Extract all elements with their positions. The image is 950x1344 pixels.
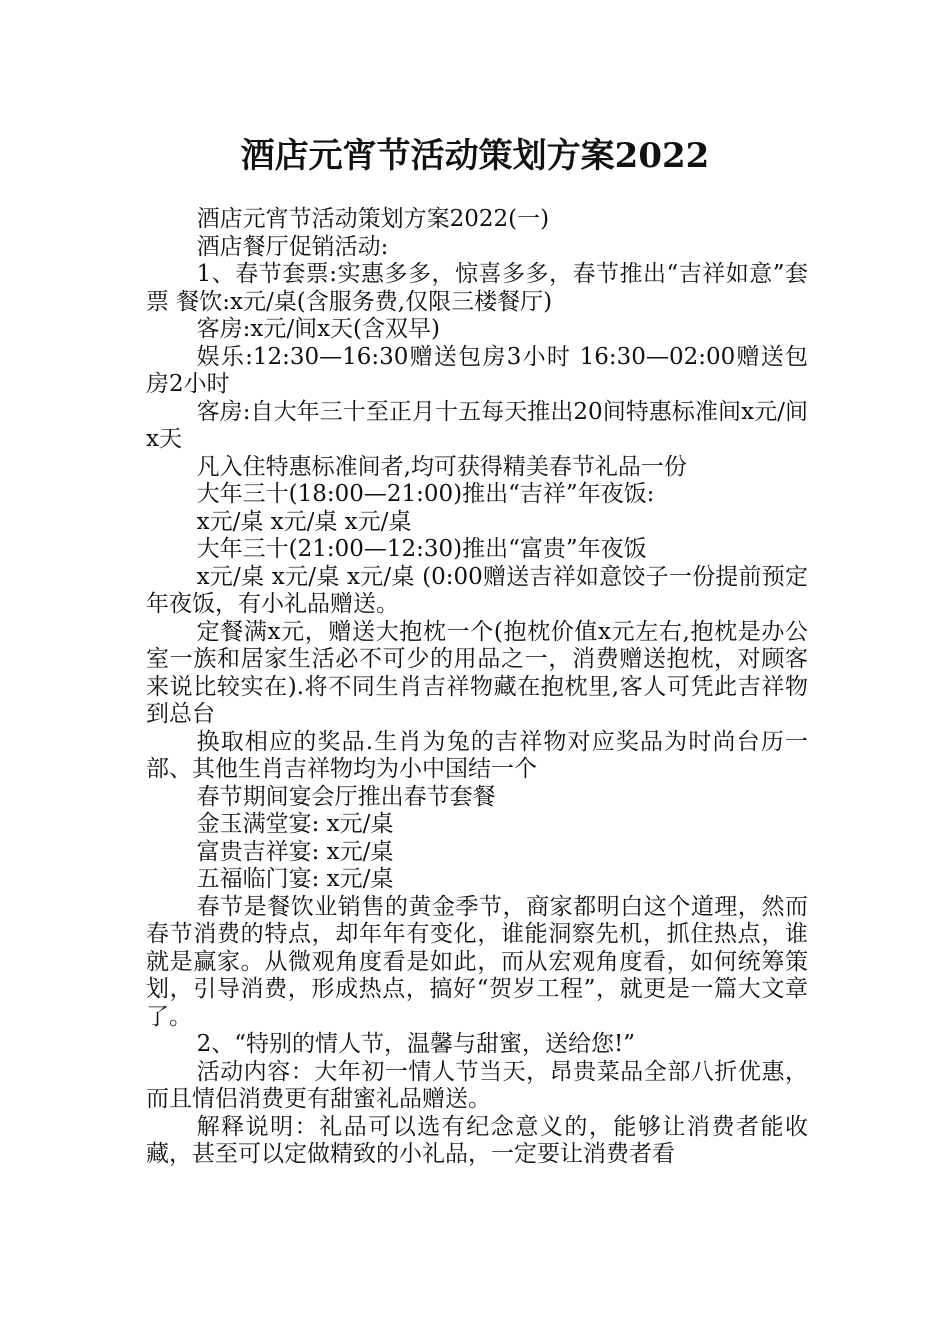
paragraph: 大年三十(21:00—12:30)推出“富贵”年夜饭 [196, 536, 647, 562]
paragraph: 春节是餐饮业销售的黄金季节，商家都明白这个道理，然而春节消费的特点，却年年有变化，谁能洞察先机，抓住热点，谁就是赢家。从微观角度看是如此，而从宏观角度看，如何统筹策划，引导消费，形成热点，搞好“贺岁工程”，就更是一篇大文章了。 [146, 893, 808, 1030]
paragraph: 富贵吉祥宴: x元/桌 [196, 838, 394, 865]
paragraph: 凡入住特惠标准间者,均可获得精美春节礼品一份 [196, 453, 687, 480]
paragraph: 1、春节套票:实惠多多，惊喜多多，春节推出“吉祥如意”套票 餐饮:x元/桌(含服务费,仅限三楼餐厅) [146, 261, 808, 315]
paragraph: 春节期间宴会厅推出春节套餐 [196, 783, 496, 810]
paragraph: x元/桌 x元/桌 x元/桌 [196, 508, 412, 535]
paragraph: 解释说明：礼品可以选有纪念意义的，能够让消费者能收藏，甚至可以定做精致的小礼品，一定要让消费者看 [146, 1113, 808, 1167]
paragraph: 金玉满堂宴: x元/桌 [196, 811, 394, 837]
paragraph: 定餐满x元，赠送大抱枕一个(抱枕价值x元左右,抱枕是办公室一族和居家生活必不可少的用品之一，消费赠送抱枕，对顾客来说比较实在).将不同生肖吉祥物藏在抱枕里,客人可凭此吉祥物到总台 [146, 618, 808, 727]
paragraph: 2、“特别的情人节，温馨与甜蜜，送给您!” [196, 1031, 635, 1057]
paragraph: 客房:x元/间x天(含双早) [196, 316, 440, 342]
paragraph: 娱乐:12:30—16:30赠送包房3小时 16:30—02:00赠送包房2小时 [146, 343, 808, 397]
paragraph: 活动内容：大年初一情人节当天，昂贵菜品全部八折优惠，而且情侣消费更有甜蜜礼品赠送。 [146, 1058, 808, 1112]
paragraph: 五福临门宴: x元/桌 [196, 866, 394, 892]
paragraph: 大年三十(18:00—21:00)推出“吉祥”年夜饭: [196, 481, 655, 507]
paragraph: 换取相应的奖品.生肖为兔的吉祥物对应奖品为时尚台历一部、其他生肖吉祥物均为小中国结一个 [146, 728, 808, 782]
paragraph: 酒店元宵节活动策划方案2022(一) [196, 206, 550, 232]
paragraph: 酒店餐厅促销活动: [196, 233, 389, 260]
paragraph: 客房:自大年三十至正月十五每天推出20间特惠标准间x元/间x天 [146, 398, 808, 452]
document-body [146, 206, 808, 1169]
paragraph: x元/桌 x元/桌 x元/桌 (0:00赠送吉祥如意饺子一份提前预定年夜饭，有小礼品赠送。 [146, 563, 808, 617]
document-title: 酒店元宵节活动策划方案2022 [240, 136, 710, 176]
